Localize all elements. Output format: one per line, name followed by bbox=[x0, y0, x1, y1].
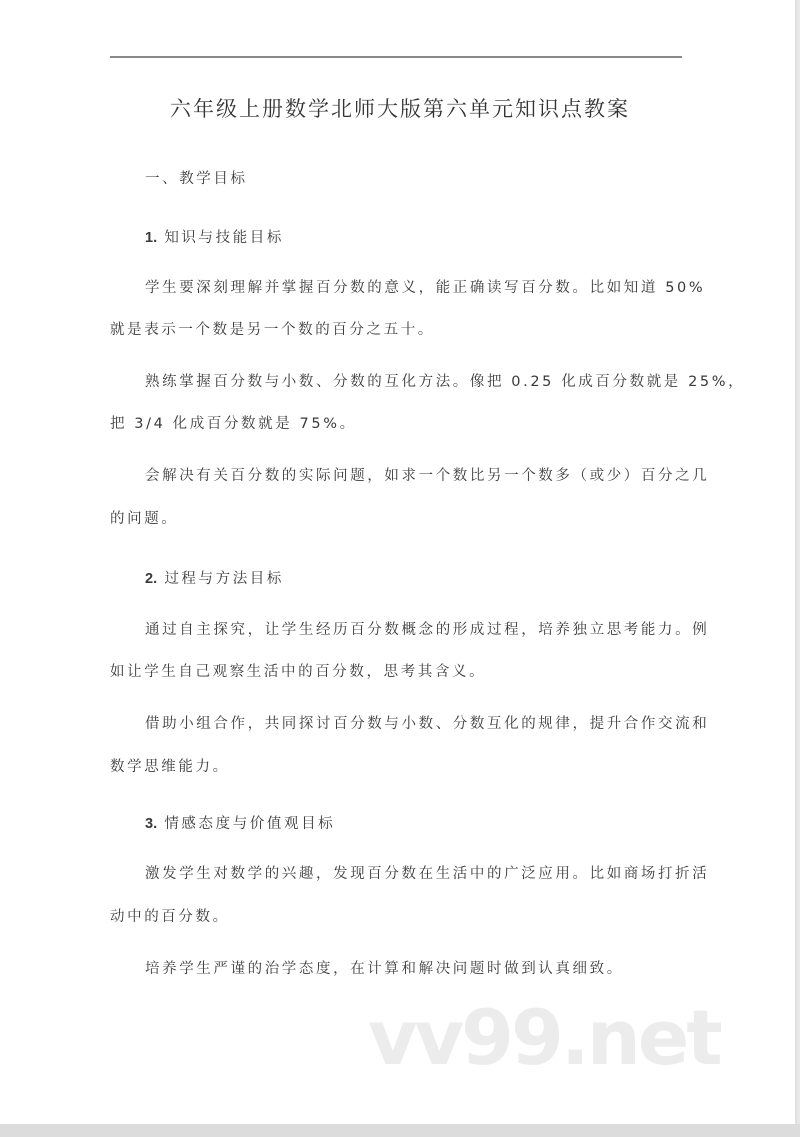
paragraph-line: 培养学生严谨的治学态度，在计算和解决问题时做到认真细致。 bbox=[145, 961, 624, 977]
paragraph-line: 把 3/4 化成百分数就是 75%。 bbox=[110, 416, 357, 432]
paragraph-line: 如让学生自己观察生活中的百分数，思考其含义。 bbox=[110, 664, 487, 680]
paragraph-line: 动中的百分数。 bbox=[110, 909, 230, 925]
page-bottom-edge bbox=[0, 1124, 800, 1137]
section-heading: 一、教学目标 bbox=[145, 171, 248, 187]
paragraph-line: 数学思维能力。 bbox=[110, 759, 230, 775]
subheading-number: 3. bbox=[145, 816, 158, 832]
subheading-label: 过程与方法目标 bbox=[164, 571, 285, 587]
paragraph-line: 会解决有关百分数的实际问题，如求一个数比另一个数多（或少）百分之几 bbox=[145, 468, 710, 484]
paragraph-line: 学生要深刻理解并掌握百分数的意义，能正确读写百分数。比如知道 50% bbox=[145, 280, 706, 296]
header-rule bbox=[110, 56, 682, 58]
subheading-number: 2. bbox=[145, 571, 158, 587]
paragraph-line: 借助小组合作，共同探讨百分数与小数、分数互化的规律，提升合作交流和 bbox=[145, 716, 710, 732]
watermark: vv99.net bbox=[368, 993, 720, 1082]
paragraph-line: 就是表示一个数是另一个数的百分之五十。 bbox=[110, 322, 435, 338]
document-title: 六年级上册数学北师大版第六单元知识点教案 bbox=[170, 97, 630, 121]
subheading-knowledge-skills bbox=[145, 226, 284, 247]
subheading-emotion-values bbox=[145, 812, 335, 833]
paragraph-line: 通过自主探究，让学生经历百分数概念的形成过程，培养独立思考能力。例 bbox=[145, 622, 710, 638]
subheading-number: 1. bbox=[145, 230, 158, 246]
paragraph-line: 熟练掌握百分数与小数、分数的互化方法。像把 0.25 化成百分数就是 25%， bbox=[145, 374, 746, 390]
subheading-label: 情感态度与价值观目标 bbox=[164, 816, 336, 832]
paragraph-line: 激发学生对数学的兴趣，发现百分数在生活中的广泛应用。比如商场打折活 bbox=[145, 866, 710, 882]
subheading-label: 知识与技能目标 bbox=[164, 230, 285, 246]
subheading-process-method bbox=[145, 567, 284, 588]
paragraph-line: 的问题。 bbox=[110, 511, 179, 527]
